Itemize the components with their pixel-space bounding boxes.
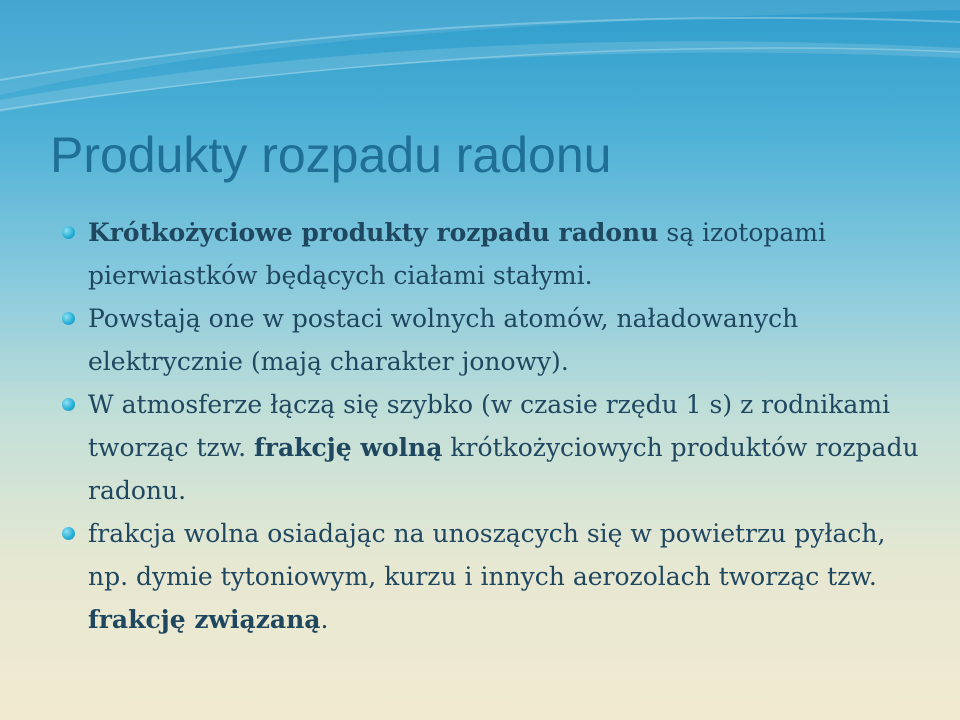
bullet-dot-icon (62, 312, 75, 325)
slide-title: Produkty rozpadu radonu (50, 127, 612, 183)
bullet-item-3 (60, 383, 920, 512)
bullet-item-2 (60, 297, 920, 383)
bullet-item-1 (60, 211, 920, 297)
bullet-4-bold-text: frakcję związaną (88, 605, 321, 634)
bullet-dot-icon (62, 398, 75, 411)
bullet-dot-icon (62, 527, 75, 540)
bullet-3-bold-text: frakcję wolną (254, 433, 443, 462)
bullet-list (60, 211, 920, 641)
bullet-4-text-end: . (320, 605, 329, 634)
bullet-1-text: są izotopami pierwiastków będących ciałami stałymi. (88, 218, 826, 290)
bullet-3-text-end: krótkożyciowych produktów rozpadu radonu. (88, 433, 919, 505)
bullet-4-text: frakcja wolna osiadając na unoszących się w powietrzu pyłach, np. dymie tytoniowym, kurzu i innych aerozolach tworząc tzw. (88, 519, 886, 591)
bullet-1-bold-text: Krótkożyciowe produkty rozpadu radonu (88, 218, 659, 247)
bullet-dot-icon (62, 226, 75, 239)
bullet-3-text: W atmosferze łączą się szybko (w czasie rzędu 1 s) z rodnikami tworząc tzw. (88, 390, 891, 462)
bullet-2-text: Powstają one w postaci wolnych atomów, naładowanych elektrycznie (mają charakter jonowy). (88, 304, 799, 376)
bullet-item-4 (60, 512, 920, 641)
decorative-wave-background (0, 0, 960, 130)
